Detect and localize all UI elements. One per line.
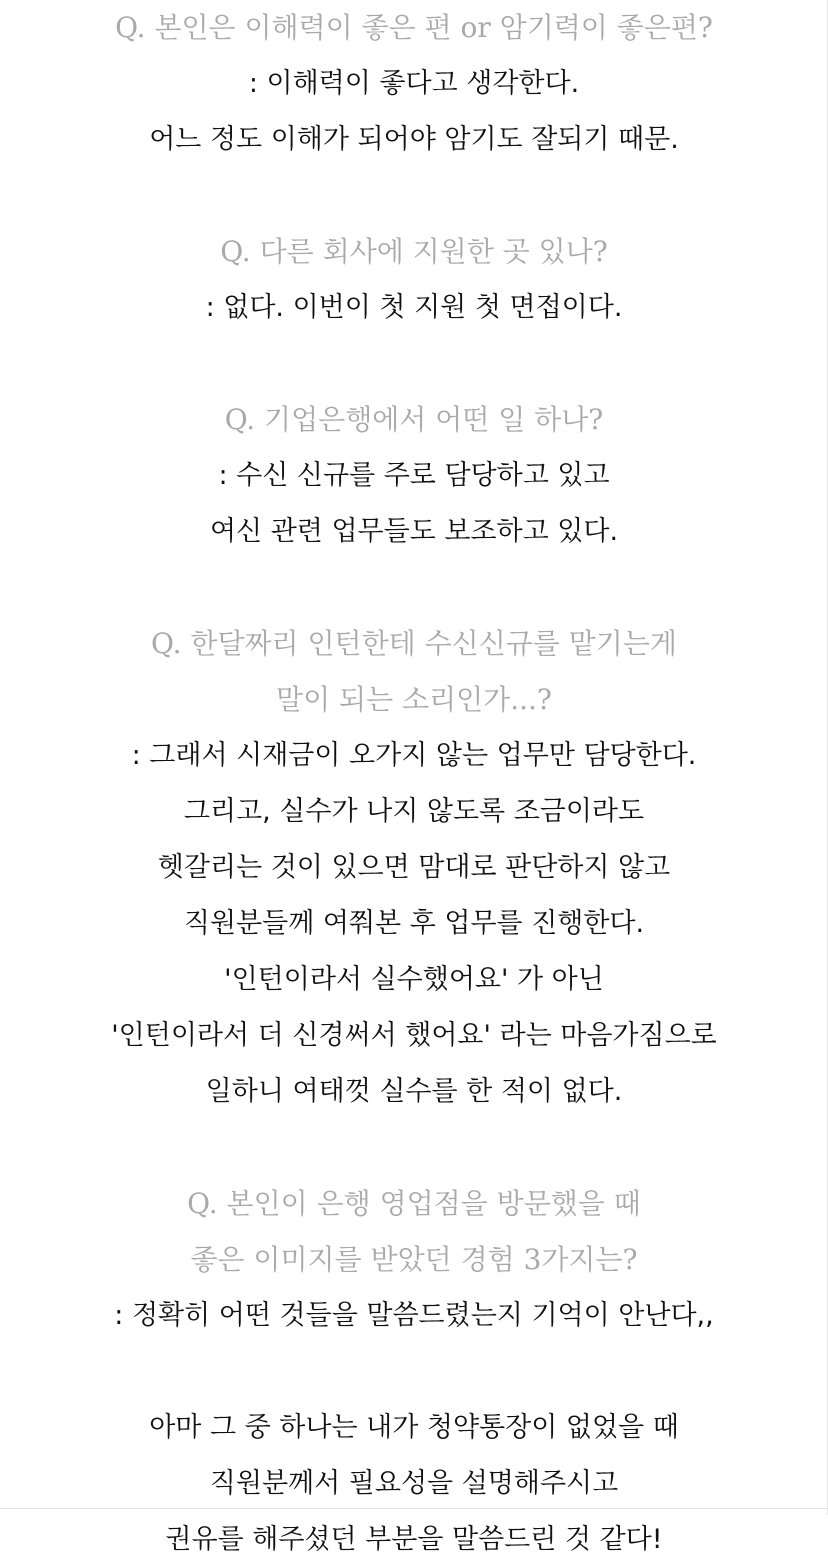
question-line: Q. 한달짜리 인턴한테 수신신규를 맡기는게	[151, 627, 677, 660]
qa-block-2	[0, 224, 828, 336]
question-line: Q. 본인은 이해력이 좋은 편 or 암기력이 좋은편?	[115, 11, 713, 44]
qa-block-3	[0, 392, 828, 560]
paragraph-gap	[0, 1120, 828, 1176]
paragraph-gap	[0, 336, 828, 392]
closing-line: 권유를 해주셨던 부분을 말씀드린 것 같다!	[165, 1524, 663, 1555]
answer-line: '인턴이라서 실수했어요' 가 아닌	[224, 964, 604, 995]
qa-block-1	[0, 0, 828, 168]
answer-line: 일하니 여태껏 실수를 한 적이 없다.	[205, 1076, 623, 1107]
paragraph-gap	[0, 1344, 828, 1400]
paragraph-gap	[0, 168, 828, 224]
answer-line: : 이해력이 좋다고 생각한다.	[248, 68, 580, 99]
answer-line: : 없다. 이번이 첫 지원 첫 면접이다.	[205, 292, 623, 323]
answer-line: 여신 관련 업무들도 보조하고 있다.	[209, 516, 619, 547]
answer-line: : 수신 신규를 주로 담당하고 있고	[218, 460, 610, 491]
qa-block-4	[0, 616, 828, 1120]
answer-line: 그리고, 실수가 나지 않도록 조금이라도	[183, 796, 645, 827]
answer-line: : 그래서 시재금이 오가지 않는 업무만 담당한다.	[131, 740, 697, 771]
question-line: 말이 되는 소리인가...?	[276, 683, 552, 716]
closing-paragraph	[0, 1400, 828, 1568]
paragraph-gap	[0, 560, 828, 616]
bottom-divider	[0, 1508, 827, 1509]
answer-line: 어느 정도 이해가 되어야 암기도 잘되기 때문.	[149, 124, 679, 155]
question-line: Q. 다른 회사에 지원한 곳 있나?	[220, 235, 608, 268]
closing-line: 아마 그 중 하나는 내가 청약통장이 없었을 때	[149, 1412, 679, 1443]
qa-block-5	[0, 1176, 828, 1344]
question-line: Q. 본인이 은행 영업점을 방문했을 때	[187, 1187, 641, 1220]
answer-line: 헷갈리는 것이 있으면 맘대로 판단하지 않고	[157, 852, 671, 883]
question-line: 좋은 이미지를 받았던 경험 3가지는?	[190, 1243, 638, 1276]
answer-line: '인턴이라서 더 신경써서 했어요' 라는 마음가짐으로	[111, 1020, 717, 1051]
answer-line: 직원분들께 여쭤본 후 업무를 진행한다.	[183, 908, 645, 939]
answer-line: : 정확히 어떤 것들을 말씀드렸는지 기억이 안난다,,	[114, 1300, 714, 1331]
closing-line: 직원분께서 필요성을 설명해주시고	[209, 1468, 619, 1499]
question-line: Q. 기업은행에서 어떤 일 하나?	[224, 403, 604, 436]
